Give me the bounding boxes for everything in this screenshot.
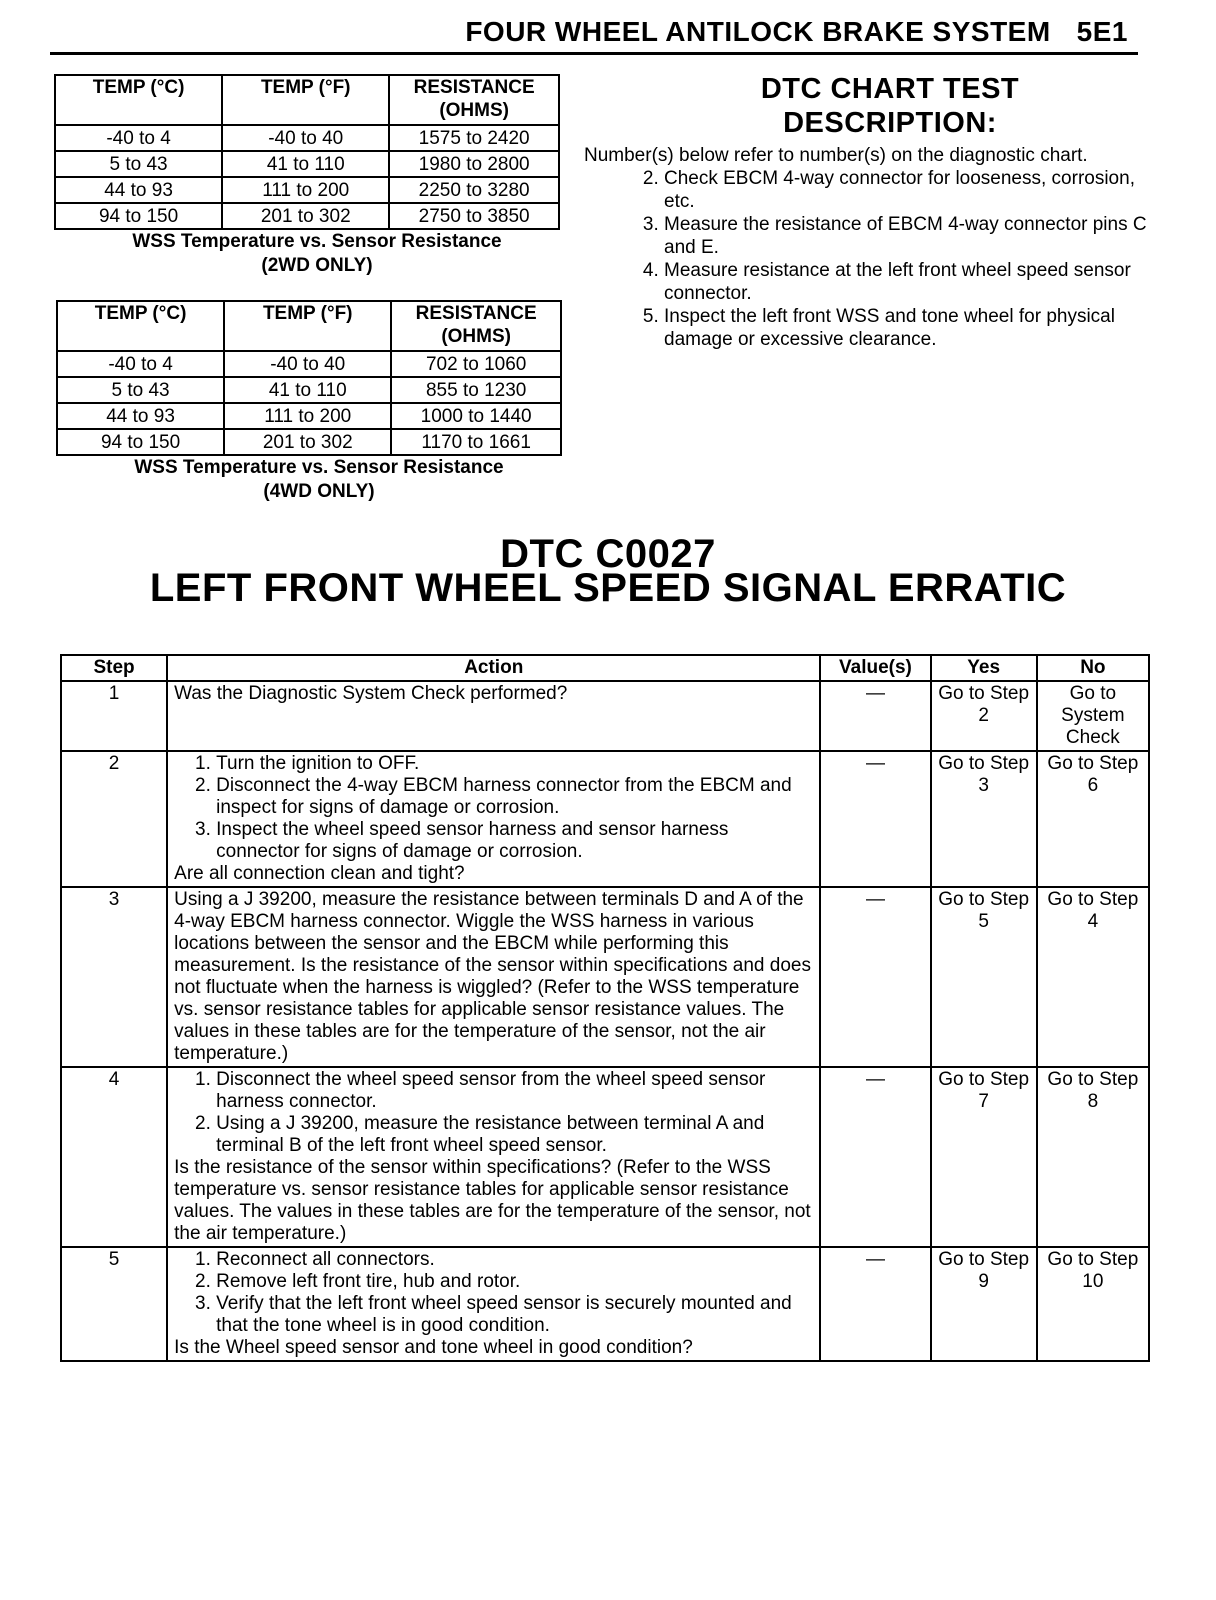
table-row	[57, 377, 561, 403]
column-header: RESISTANCE (OHMS)	[391, 301, 561, 351]
table-row	[55, 177, 559, 203]
list-item: 3. Measure the resistance of EBCM 4-way connector pins C and E.	[664, 213, 1150, 259]
table-cell: 111 to 200	[222, 177, 389, 203]
dtc-name: LEFT FRONT WHEEL SPEED SIGNAL ERRATIC	[149, 566, 1067, 610]
caption-line: (2WD ONLY)	[261, 255, 373, 276]
yes-result: Go to Step 3	[931, 751, 1037, 887]
list-item: 4. Measure resistance at the left front wheel speed sensor connector.	[664, 259, 1150, 305]
table-cell: -40 to 40	[224, 351, 391, 377]
step-value: —	[820, 887, 930, 1067]
list-item: 1. Reconnect all connectors.	[216, 1249, 813, 1271]
section-number: 5E1	[1076, 16, 1128, 47]
list-item: 3. Verify that the left front wheel speed sensor is securely mounted and that the tone wheel is in good condition.	[216, 1293, 813, 1337]
step-value: —	[820, 1247, 930, 1361]
caption-line: WSS Temperature vs. Sensor Resistance	[132, 231, 502, 252]
step-number: 5	[61, 1247, 167, 1361]
table-caption-2wd	[54, 230, 580, 278]
table-cell: 855 to 1230	[391, 377, 561, 403]
list-item: 3. Inspect the wheel speed sensor harness and sensor harness connector for signs of damage or corrosion.	[216, 819, 813, 863]
step-substeps	[174, 1249, 813, 1337]
no-result: Go to System Check	[1037, 681, 1149, 751]
table-cell: 41 to 110	[224, 377, 391, 403]
column-header: RESISTANCE (OHMS)	[389, 75, 559, 125]
step-action	[167, 1067, 820, 1247]
column-header: TEMP (°F)	[222, 75, 389, 125]
step-value: —	[820, 1067, 930, 1247]
table-cell: 5 to 43	[55, 151, 222, 177]
column-header: TEMP (°C)	[55, 75, 222, 125]
step-action	[167, 751, 820, 887]
step-action	[167, 887, 820, 1067]
step-substeps	[174, 753, 813, 863]
no-result: Go to Step 8	[1037, 1067, 1149, 1247]
column-header: Value(s)	[820, 655, 930, 681]
column-header: TEMP (°F)	[224, 301, 391, 351]
table-cell: 94 to 150	[57, 429, 224, 455]
yes-result: Go to Step 9	[931, 1247, 1037, 1361]
step-question: Are all connection clean and tight?	[174, 863, 465, 884]
table-cell: 5 to 43	[57, 377, 224, 403]
table-row	[61, 1247, 1149, 1361]
table-cell: 1980 to 2800	[389, 151, 559, 177]
step-number: 1	[61, 681, 167, 751]
step-number: 4	[61, 1067, 167, 1247]
step-question: Is the resistance of the sensor within specifications? (Refer to the WSS temperature vs. sensor resistance tables for applicable sensor resistance values. The values in these tables are for the temperature of the sensor, not the air temperature.)	[174, 1157, 811, 1244]
table-row	[61, 1067, 1149, 1247]
description-title-line: DTC CHART TEST	[760, 73, 1020, 105]
yes-result: Go to Step 2	[931, 681, 1037, 751]
header-title: FOUR WHEEL ANTILOCK BRAKE SYSTEM	[465, 16, 1051, 47]
column-header: Yes	[931, 655, 1037, 681]
table-cell: -40 to 4	[57, 351, 224, 377]
description-title-line: DESCRIPTION:	[783, 107, 997, 139]
step-action	[167, 1247, 820, 1361]
table-row	[61, 681, 1149, 751]
table-cell: 94 to 150	[55, 203, 222, 229]
wss-table-4wd	[56, 300, 562, 456]
table-row	[55, 151, 559, 177]
list-item: 2. Remove left front tire, hub and rotor.	[216, 1271, 813, 1293]
dtc-code: DTC C0027	[500, 532, 716, 576]
table-row	[57, 429, 561, 455]
table-row	[57, 403, 561, 429]
yes-result: Go to Step 7	[931, 1067, 1037, 1247]
table-cell: 111 to 200	[224, 403, 391, 429]
step-number: 3	[61, 887, 167, 1067]
list-item: 5. Inspect the left front WSS and tone wheel for physical damage or excessive clearance.	[664, 305, 1150, 351]
list-item: 2. Check EBCM 4-way connector for looseness, corrosion, etc.	[664, 167, 1150, 213]
list-item: 1. Turn the ignition to OFF.	[216, 753, 813, 775]
description-title	[630, 72, 1150, 140]
table-row	[57, 351, 561, 377]
step-question: Was the Diagnostic System Check performed?	[174, 683, 568, 704]
table-cell: 201 to 302	[222, 203, 389, 229]
table-row	[61, 887, 1149, 1067]
caption-line: (4WD ONLY)	[263, 481, 375, 502]
table-cell: 702 to 1060	[391, 351, 561, 377]
step-substeps	[174, 1069, 813, 1157]
description-list	[630, 167, 1150, 351]
step-value: —	[820, 751, 930, 887]
table-cell: 41 to 110	[222, 151, 389, 177]
table-cell: -40 to 40	[222, 125, 389, 151]
table-cell: 1575 to 2420	[389, 125, 559, 151]
column-header: Step	[61, 655, 167, 681]
step-question: Is the Wheel speed sensor and tone wheel in good condition?	[174, 1337, 693, 1358]
chart-test-description	[584, 72, 1150, 351]
step-question: Using a J 39200, measure the resistance between terminals D and A of the 4-way EBCM harness connector. Wiggle the WSS harness in various locations between the sensor and the EBCM while performing this measurement. Is the resistance of the sensor within specifications and does not fluctuate when the harness is wiggled? (Refer to the WSS temperature vs. sensor resistance tables for applicable sensor resistance values. The values in these tables are for the temperature of the sensor, not the air temperature.)	[174, 889, 811, 1064]
table-row	[55, 125, 559, 151]
wss-table-2wd	[54, 74, 560, 230]
list-item: 2. Using a J 39200, measure the resistance between terminal A and terminal B of the left front wheel speed sensor.	[216, 1113, 813, 1157]
list-item: 1. Disconnect the wheel speed sensor from the wheel speed sensor harness connector.	[216, 1069, 813, 1113]
page-header	[50, 14, 1138, 55]
table-cell: 1170 to 1661	[391, 429, 561, 455]
description-intro: Number(s) below refer to number(s) on the diagnostic chart.	[584, 145, 1088, 166]
table-cell: 2250 to 3280	[389, 177, 559, 203]
header-title-line	[465, 16, 1128, 48]
column-header: No	[1037, 655, 1149, 681]
table-cell: 201 to 302	[224, 429, 391, 455]
table-cell: 2750 to 3850	[389, 203, 559, 229]
no-result: Go to Step 4	[1037, 887, 1149, 1067]
table-row	[55, 203, 559, 229]
table-row	[61, 751, 1149, 887]
table-cell: 1000 to 1440	[391, 403, 561, 429]
table-caption-4wd	[56, 456, 582, 504]
step-number: 2	[61, 751, 167, 887]
list-item: 2. Disconnect the 4-way EBCM harness connector from the EBCM and inspect for signs of damage or corrosion.	[216, 775, 813, 819]
step-action	[167, 681, 820, 751]
no-result: Go to Step 6	[1037, 751, 1149, 887]
no-result: Go to Step 10	[1037, 1247, 1149, 1361]
table-cell: 44 to 93	[57, 403, 224, 429]
yes-result: Go to Step 5	[931, 887, 1037, 1067]
column-header: Action	[167, 655, 820, 681]
step-value: —	[820, 681, 930, 751]
table-cell: 44 to 93	[55, 177, 222, 203]
table-cell: -40 to 4	[55, 125, 222, 151]
column-header: TEMP (°C)	[57, 301, 224, 351]
caption-line: WSS Temperature vs. Sensor Resistance	[134, 457, 504, 478]
diagnostic-steps-table	[60, 654, 1150, 1362]
